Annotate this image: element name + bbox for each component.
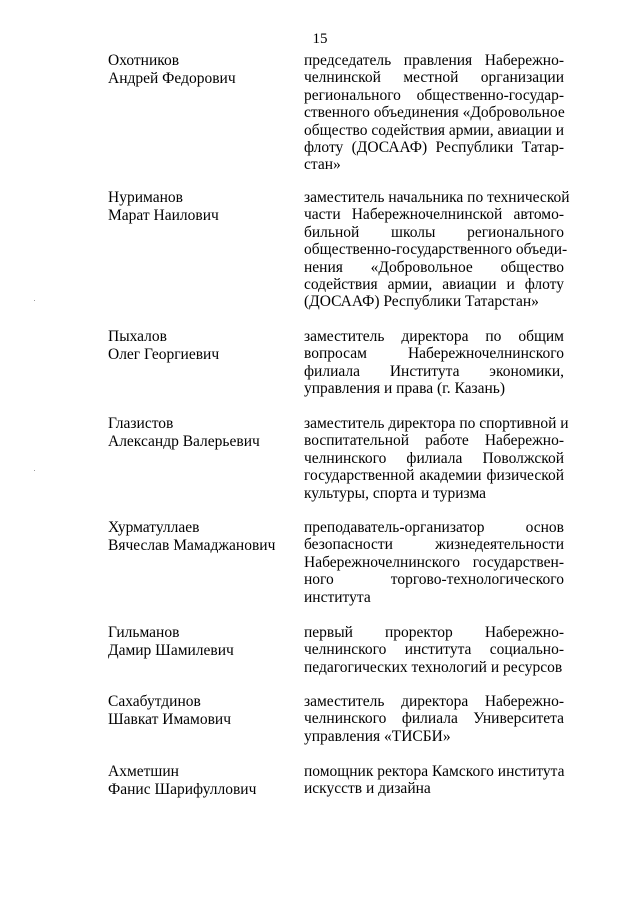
position-line: регионального общественно-государ- (304, 86, 564, 104)
scan-speck (34, 470, 35, 471)
position-line: искусств и дизайна (304, 780, 431, 798)
member-position (304, 693, 564, 745)
member-position (304, 328, 564, 398)
position-line: управления «ТИСБИ» (304, 727, 451, 745)
position-line: председатель правления Набережно- (304, 52, 564, 69)
position-line: челнинского института социально- (304, 641, 564, 659)
position-line: (ДОСААФ) Республики Татарстан» (304, 293, 539, 311)
member-name (108, 52, 288, 88)
member-name (108, 415, 288, 451)
position-line: общественно-государственного объеди- (304, 241, 568, 259)
position-line: флоту (ДОСААФ) Республики Татар- (304, 139, 564, 157)
member-surname: Пыхалов (108, 328, 167, 345)
member-given-names: Вячеслав Мамаджанович (108, 537, 276, 554)
member-name (108, 189, 288, 225)
member-position (304, 189, 570, 311)
member-given-names: Олег Георгиевич (108, 346, 220, 363)
member-position (304, 519, 564, 606)
position-line: педагогических технологий и ресурсов (304, 658, 563, 676)
position-line: филиала Института экономики, (304, 362, 564, 380)
position-line: института (304, 588, 371, 606)
member-given-names: Андрей Федорович (108, 70, 236, 87)
position-line: Набережночелнинского государствен- (304, 553, 564, 571)
page-number: 15 (312, 31, 328, 47)
position-line: челнинского филиала Поволжской (304, 449, 564, 467)
member-position (304, 624, 564, 676)
member-given-names: Дамир Шамилевич (108, 642, 234, 659)
member-name (108, 328, 288, 364)
position-line: челнинского филиала Университета (304, 710, 564, 728)
position-line: нения «Добровольное общество (304, 258, 564, 276)
position-line: первый проректор Набережно- (304, 624, 564, 641)
member-surname: Охотников (108, 52, 180, 69)
position-line: содействия армии, авиации и флоту (304, 276, 564, 294)
member-surname: Сахабутдинов (108, 693, 201, 710)
position-line: заместитель директора по общим (304, 328, 564, 345)
member-name (108, 624, 288, 660)
member-name (108, 519, 288, 555)
member-surname: Гильманов (108, 624, 180, 641)
position-line: заместитель директора по спортивной и (304, 415, 569, 432)
position-line: стан» (304, 156, 341, 174)
position-line: части Набережночелнинской автомо- (304, 206, 564, 224)
position-line: безопасности жизнедеятельности (304, 536, 564, 554)
member-position (304, 763, 564, 798)
position-line: помощник ректора Камского института (304, 763, 565, 780)
position-line: ного торгово-технологического (304, 571, 564, 589)
member-name (108, 693, 288, 729)
position-line: общество содействия армии, авиации и (304, 121, 564, 139)
position-line: преподаватель-организатор основ (304, 519, 564, 536)
member-surname: Нуриманов (108, 189, 183, 206)
position-line: заместитель начальника по технической (304, 189, 570, 206)
member-surname: Ахметшин (108, 763, 179, 780)
position-line: культуры, спорта и туризма (304, 484, 487, 502)
position-line: челнинской местной организации (304, 69, 564, 87)
member-name (108, 763, 288, 799)
member-given-names: Фанис Шарифуллович (108, 781, 257, 798)
member-given-names: Марат Наилович (108, 207, 219, 224)
position-line: заместитель директора Набережно- (304, 693, 564, 710)
position-line: бильной школы регионального (304, 223, 564, 241)
position-line: ственного объединения «Добровольное (304, 104, 565, 122)
member-given-names: Александр Валерьевич (108, 433, 260, 450)
member-given-names: Шавкат Имамович (108, 711, 232, 728)
position-line: государственной академии физической (304, 467, 564, 485)
member-surname: Хурматуллаев (108, 519, 200, 536)
position-line: вопросам Набережночелнинского (304, 345, 564, 363)
position-line: воспитательной работе Набережно- (304, 432, 564, 450)
member-surname: Глазистов (108, 415, 174, 432)
member-position (304, 415, 569, 502)
position-line: управления и права (г. Казань) (304, 380, 506, 398)
member-position (304, 52, 564, 174)
scan-speck (34, 300, 35, 301)
